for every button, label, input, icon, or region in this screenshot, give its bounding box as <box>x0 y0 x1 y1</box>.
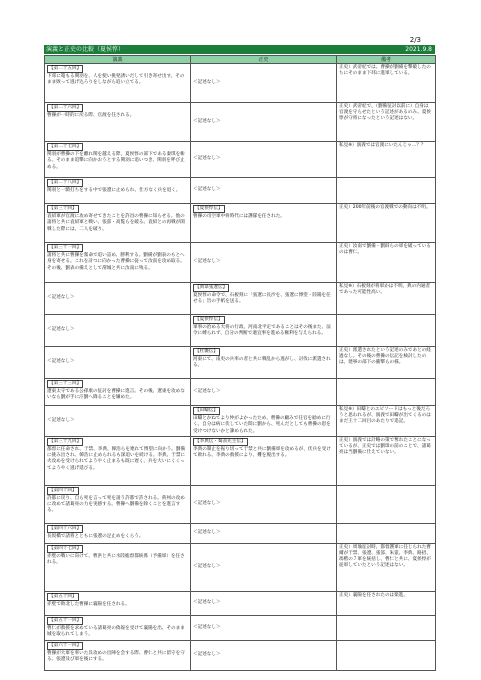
biko-cell <box>337 347 436 379</box>
engi-cell <box>45 178 191 204</box>
cell-text: ＜記述なし＞ <box>193 118 221 124</box>
engi-cell <box>45 142 191 178</box>
cell-text: ＜記述なし＞ <box>193 600 221 606</box>
engi-cell <box>45 315 191 347</box>
cell-text: 正史）襄陽を任されたのは楽進。 <box>339 592 408 598</box>
episode-label: 【第六十一回】 <box>47 642 83 650</box>
cell-text: ＜記述なし＞ <box>47 295 75 301</box>
episode-label: 【第三十三回】 <box>47 380 83 388</box>
cell-text: 田疇とかねてより仲がよかったため、曹操の顧みで任官を勧めに行く。自分は病に伏していた間に劉から、死んだとしても曹操の恩を受けつけないかと諫められた。 <box>193 416 331 434</box>
episode-label: 【第三十九回】 <box>47 438 83 446</box>
episode-label: 【李典伝・蜀書先主伝】 <box>193 438 248 446</box>
seishi-cell <box>191 178 337 204</box>
cell-text: 曹操が一時的に戻る際、官渡を任される。 <box>47 113 135 119</box>
biko-cell <box>337 615 436 640</box>
table-row <box>45 406 436 437</box>
episode-label: 【第五十回】 <box>47 593 79 601</box>
table-row <box>45 103 436 142</box>
table-row <box>45 204 436 243</box>
cell-text: 夏侯惇の命令で、石板刻に「張遼に長沙を、張遼に博望・陸陽を任せる」旨の手紙を送る。 <box>193 293 331 305</box>
cell-text: 正史）武帝紀では、曹操が劉備を撃破したのちにそのまま下邳に進軍している。 <box>339 65 431 77</box>
table-row <box>45 178 436 204</box>
engi-cell <box>45 485 191 523</box>
cell-text: 曹操の司空軍中将時代には護隊を任された。 <box>193 214 285 220</box>
episode-label: 【第二十七回】 <box>47 143 83 151</box>
cell-text: 私見※）田疇とのエピソードはもっと後だろうと思われるが、演義で田疇が出てくるのはまだ王十二回目のあたりで追記。 <box>339 407 431 425</box>
episode-label: 【夏侯惇伝】 <box>193 205 225 213</box>
engi-cell <box>45 283 191 315</box>
biko-cell <box>337 523 436 543</box>
cell-text: 正史）周瑜征討時、都督護軍に任じられた曹爾が于禁、張遼、張郃、朱霊、李典、路招、馮楷の７軍を統括し、曹仁と共に、夏侯惇が従軍していたという記述はない。 <box>339 544 431 569</box>
episode-label: 【第五十一回】 <box>47 617 83 625</box>
cell-text: ＜記述なし＞ <box>193 388 221 394</box>
table-row <box>45 243 436 283</box>
seishi-cell <box>191 543 337 591</box>
seishi-cell <box>191 615 337 640</box>
engi-cell <box>45 436 191 485</box>
biko-cell <box>337 204 436 243</box>
cell-text: ＜記述なし＞ <box>193 156 221 162</box>
cell-text: 曹仁が救援を求めている諸葛亮の偽報を受けて襄陽を出、そのまま城を取られてしまう。 <box>47 626 185 638</box>
page-number: 2/3 <box>409 36 421 44</box>
header-engi: 演義 <box>45 56 191 64</box>
episode-label: 【第四十六回】 <box>47 525 83 533</box>
cell-text: ＜記述なし＞ <box>193 187 221 193</box>
engi-cell <box>45 204 191 243</box>
engi-cell <box>45 243 191 283</box>
table-row <box>45 283 436 315</box>
engi-cell <box>45 591 191 615</box>
seishi-cell <box>191 243 337 283</box>
seishi-cell <box>191 591 337 615</box>
episode-label: 【第三十一回】 <box>47 244 83 252</box>
seishi-cell <box>191 436 337 485</box>
biko-cell <box>337 436 436 485</box>
cell-text: 私見※）石板刻が将軍かは不明。典の内通者であった可能性高い。 <box>339 284 431 296</box>
document-title: 演義と正史の比較（夏侯惇） <box>46 46 125 53</box>
cell-text: ＜記述なし＞ <box>193 564 221 570</box>
biko-cell <box>337 640 436 670</box>
cell-text: 関羽と一騎打ちをする中で張遼に止められ、仕方なく兵を退く。 <box>47 188 181 194</box>
episode-label: 【第二十八回】 <box>47 179 83 187</box>
table-row <box>45 142 436 178</box>
cell-text: 李典の制止を振り切って于禁と共に劉備軍を攻めるが、伏兵を受けて敗れる。李典の救援により、難を脱出する。 <box>193 447 331 459</box>
engi-cell <box>45 615 191 640</box>
table-row <box>45 315 436 347</box>
episode-label: 【第三十回】 <box>47 205 79 213</box>
cell-text: ＜記述なし＞ <box>193 652 221 658</box>
cell-text: 許都に戻り、自ら死を言って死を請う許都で許される。荊州の攻めに改めて諸葛亮の力を実感する。曹操へ劉備を除くことを進言する。 <box>47 496 185 514</box>
cell-text: 正史）武帝紀で、（劉備征討以前に）自身は官渡を守らせたという記述があるのみ。夏侯惇が守将になったという記述はない。 <box>339 104 432 122</box>
cell-text: ＜記述なし＞ <box>47 327 75 333</box>
seishi-cell <box>191 379 337 406</box>
seishi-cell <box>191 406 337 437</box>
biko-cell <box>337 142 436 178</box>
seishi-cell <box>191 485 337 523</box>
engi-cell <box>45 543 191 591</box>
cell-text: 都督に任命され、于禁、李典、韓浩らを連れて博望に向かう。劉備に挑み出され、韓浩に止められるも深追いを続ける。李典、于禁に火攻めを受けられてようやく止まるも既に遅く、兵を大いにくくってようやく逃げ延びる。 <box>47 447 186 471</box>
episode-label: 【田疇伝】 <box>193 407 220 415</box>
table-row <box>45 436 436 485</box>
cell-text: 正史）演義では計略の策で奪れたことになっているが、正史では劉璋の前のことで、諸葛亮は当劉備に仕えていない。 <box>339 437 431 456</box>
cell-text: ＜記述なし＞ <box>193 501 221 507</box>
episode-label: 【夏侯惇伝】 <box>193 316 225 324</box>
header-biko: 備考 <box>337 56 436 64</box>
biko-cell <box>337 379 436 406</box>
cell-text: 遼東太守である公孫康の征討を曹操に進言。その後、遼東を攻めないなら劉が手に汗劉へ降ることを嫌めた。 <box>47 389 185 401</box>
table-row <box>45 591 436 615</box>
cell-text: 正史）200年前後の官渡戦での動向は不明。 <box>339 205 431 210</box>
seishi-cell <box>191 204 337 243</box>
document-date: 2021.9.8 <box>405 46 432 53</box>
table-row <box>45 485 436 523</box>
episode-label: 【第四十七回】 <box>47 545 83 553</box>
cell-text: ＜記述なし＞ <box>193 624 221 630</box>
biko-cell <box>337 591 436 615</box>
cell-text: ＜記述なし＞ <box>47 417 75 423</box>
cell-text: ＜記述なし＞ <box>193 79 221 85</box>
cell-text: 私見※）演義では官渡にいたんじゃ…？？ <box>339 143 426 148</box>
biko-cell <box>337 315 436 347</box>
episode-label: 【第二十六回】 <box>47 104 83 112</box>
cell-text: 下邳に篭もる関羽を、人を使い挑発誘いだして引き寄せ出す。そのまま敗って逃げ込ろりをしながら追い立てる。 <box>47 74 185 86</box>
biko-cell <box>337 283 436 315</box>
table-row <box>45 615 436 640</box>
engi-cell <box>45 379 191 406</box>
biko-cell <box>337 406 436 437</box>
table-row <box>45 543 436 591</box>
cell-text: 長坂橋で諸将とともに張遼の足止めをくらう。 <box>47 534 144 540</box>
table-row <box>45 523 436 543</box>
biko-cell <box>337 543 436 591</box>
cell-text: 正史）派遣されたという記述のみであとの経過なし。その後の曹操の伝記を検討したのは、建寧の部下の衝撃らの様。 <box>339 348 431 366</box>
seishi-cell <box>191 103 337 142</box>
table-row <box>45 64 436 103</box>
seishi-cell <box>191 64 337 103</box>
table-header-row <box>45 56 436 64</box>
comparison-table <box>44 55 436 671</box>
cell-text: 袁紹軍が官渡に攻め寄せてきたことを許昌の曹操に知らせる。他の諸将と共に袁紹軍と戦い、張郃・高覧らを破る。袁紹との再戦が開戦した際には、二人を破り。 <box>47 214 185 232</box>
cell-text: ＜記述なし＞ <box>193 259 221 265</box>
cell-text: 赤壁で敗北した曹操に襄陽を任される。 <box>47 602 130 608</box>
header-seishi: 正史 <box>191 56 337 64</box>
episode-label: 【第四十回】 <box>47 487 79 495</box>
table-row <box>45 379 436 406</box>
cell-text: 軍事の治める大将の行政、河南北平定であることはその後また、法令に縛られず、自分の判断で適宜事を進める権利を与えられる。 <box>193 325 331 337</box>
cell-text: 曹操が大軍を率いた呉攻めの出陣を会する際、曹仁と共に留守を守る。張遼及び軍を後にする。 <box>47 651 185 663</box>
engi-cell <box>45 406 191 437</box>
table-row <box>45 640 436 670</box>
biko-cell <box>337 178 436 204</box>
engi-cell <box>45 347 191 379</box>
biko-cell <box>337 243 436 283</box>
engi-cell <box>45 640 191 670</box>
engi-cell <box>45 64 191 103</box>
cell-text: 河東にて、南吏の兵率の者と共に戦乱から逃がし、討伐に派遣される。 <box>193 357 331 369</box>
seishi-cell <box>191 347 337 379</box>
engi-cell <box>45 523 191 543</box>
cell-text: ＜記述なし＞ <box>193 530 221 536</box>
cell-text: ＜記述なし＞ <box>47 359 75 365</box>
biko-cell <box>337 103 436 142</box>
table-row <box>45 347 436 379</box>
cell-text: 関羽が曹操の下を離れ関を越える際、夏侯惇の部下である秦琪を斬る。そのまま追撃に向かおうとする関羽に追いつき、関羽を呼び止める。 <box>47 152 185 170</box>
seishi-cell <box>191 315 337 347</box>
seishi-cell <box>191 640 337 670</box>
episode-label: 【杜襲伝】 <box>193 348 220 356</box>
biko-cell <box>337 485 436 523</box>
biko-cell <box>337 64 436 103</box>
cell-text: 諸将と共に曹操を奮命で追い詰め、勝利する。劉備が劉表のもとへ身を寄せる。これを討つに向かった曹操に従って汝南を攻め取る。その後、劉表の備えとして渭城と共に汝南に残る。 <box>47 253 185 271</box>
cell-text: 正史）汝南で劉備・劉辟らの軍を破っているのは曹仁。 <box>339 244 431 256</box>
seishi-cell <box>191 523 337 543</box>
title-bar <box>44 45 435 54</box>
episode-label: 【典韋張遼伝】 <box>193 284 229 292</box>
cell-text: 赤壁の戦いに向けて、曹洪と共に水陸総督都統係（予備軍）を任される。 <box>47 554 185 566</box>
episode-label: 【第二十五回】 <box>47 65 83 73</box>
seishi-cell <box>191 142 337 178</box>
engi-cell <box>45 103 191 142</box>
seishi-cell <box>191 283 337 315</box>
